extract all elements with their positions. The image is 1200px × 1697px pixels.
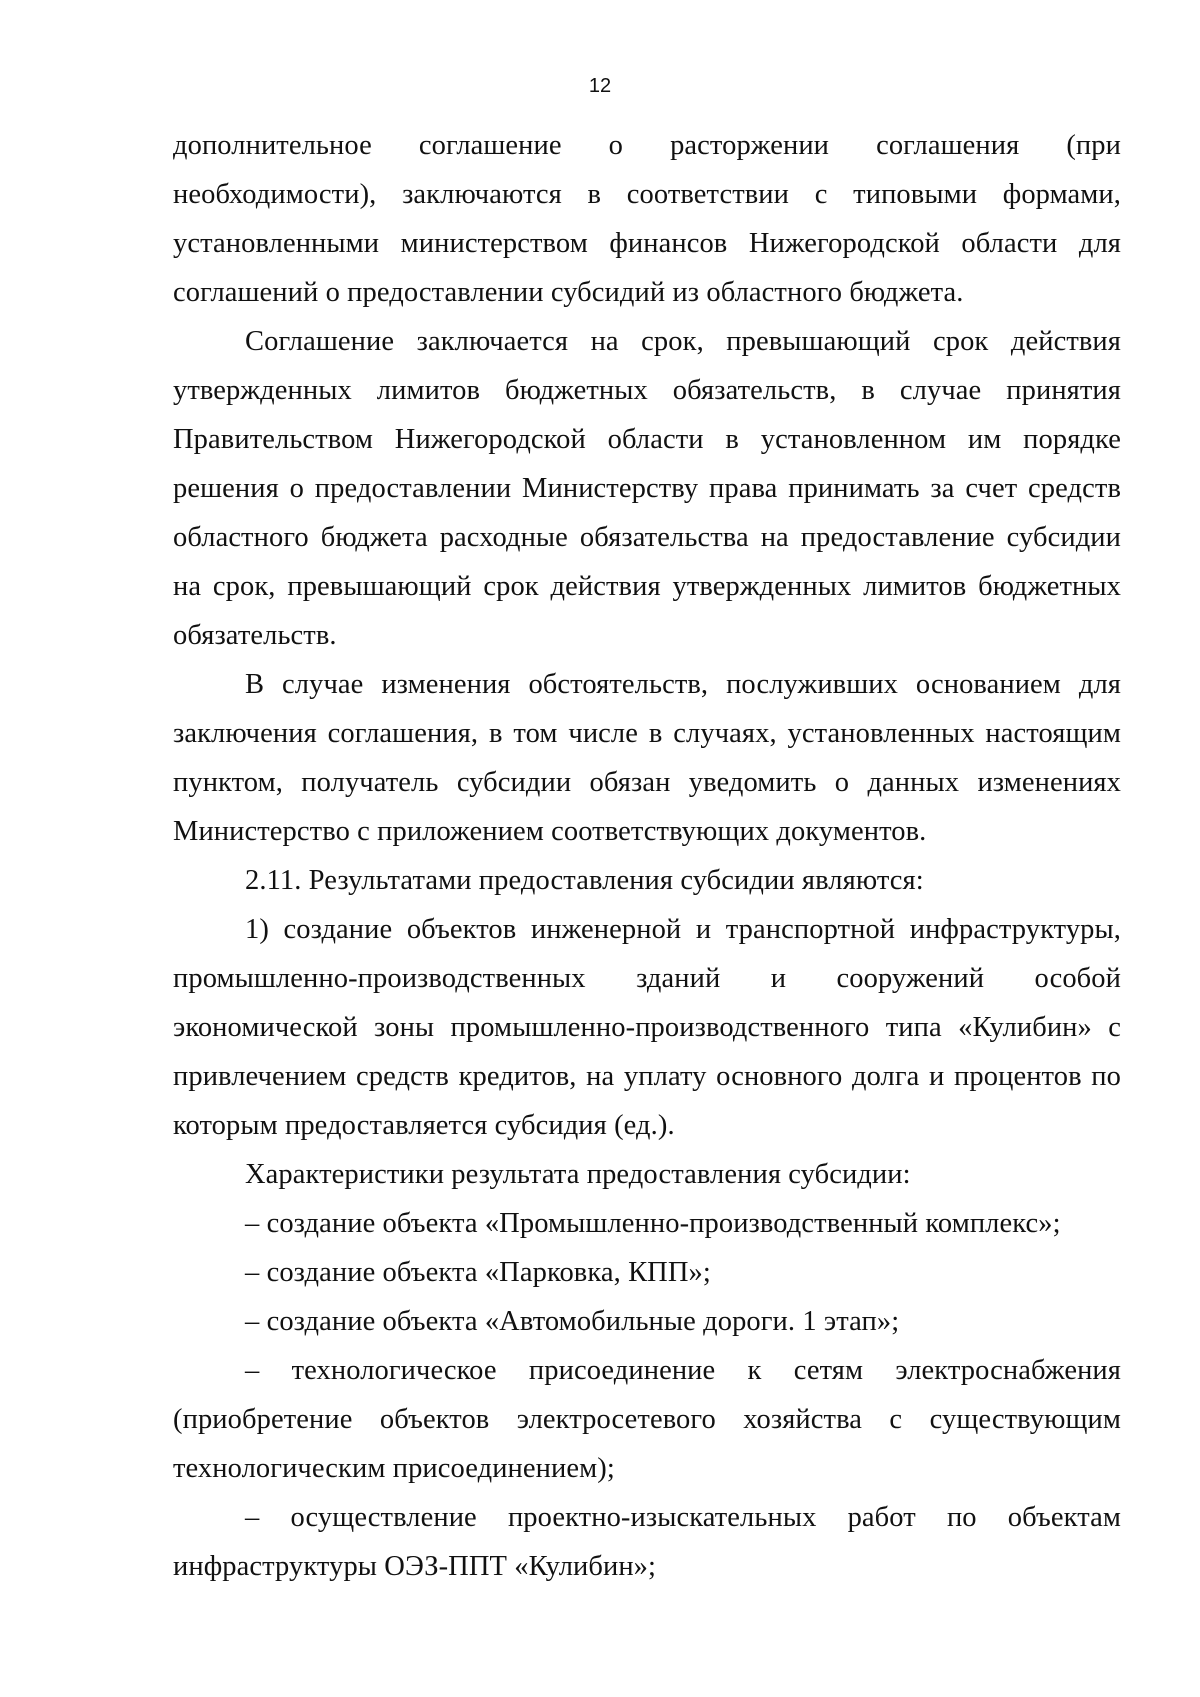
paragraph-agreement-forms: дополнительное соглашение о расторжении соглашения (при необходимости), заключаются в соответствии с типовыми формами, установленными министерством финансов Нижегородской области для соглашений о предоставлении субсидий из областного бюджета. [173,130,1121,308]
list-item-roads: – создание объекта «Автомобильные дороги. 1 этап»; [245,1306,900,1337]
page-number: 12 [588,75,612,97]
body-text [173,121,1121,1591]
paragraph-characteristics-heading: Характеристики результата предоставления субсидии: [245,1159,911,1190]
list-item-industrial-complex: – создание объекта «Промышленно-производственный комплекс»; [245,1208,1061,1239]
paragraph-result-1: 1) создание объектов инженерной и транспортной инфраструктуры, промышленно-производственных зданий и сооружений особой экономической зоны промышленно-производственного типа «Кулибин» с привлечением средств кредитов, на уплату основного долга и процентов по которым предоставляется субсидия (ед.). [173,914,1121,1141]
list-item-power-connection: – технологическое присоединение к сетям электроснабжения (приобретение объектов электросетевого хозяйства с существующим технологическим присоединением); [173,1355,1121,1484]
list-item-parking: – создание объекта «Парковка, КПП»; [245,1257,711,1288]
paragraph-agreement-term: Соглашение заключается на срок, превышающий срок действия утвержденных лимитов бюджетных обязательств, в случае принятия Правительством Нижегородской области в установленном им порядке решения о предоставлении Министерству права принимать за счет средств областного бюджета расходные обязательства на предоставление субсидии на срок, превышающий срок действия утвержденных лимитов бюджетных обязательств. [173,326,1121,651]
paragraph-section-2-11: 2.11. Результатами предоставления субсидии являются: [245,865,924,896]
paragraph-change-notification: В случае изменения обстоятельств, послуживших основанием для заключения соглашения, в том числе в случаях, установленных настоящим пунктом, получатель субсидии обязан уведомить о данных изменениях Министерство с приложением соответствующих документов. [173,669,1121,847]
list-item-design-works: – осуществление проектно-изыскательных работ по объектам инфраструктуры ОЭЗ-ППТ «Кулибин»; [173,1502,1121,1582]
